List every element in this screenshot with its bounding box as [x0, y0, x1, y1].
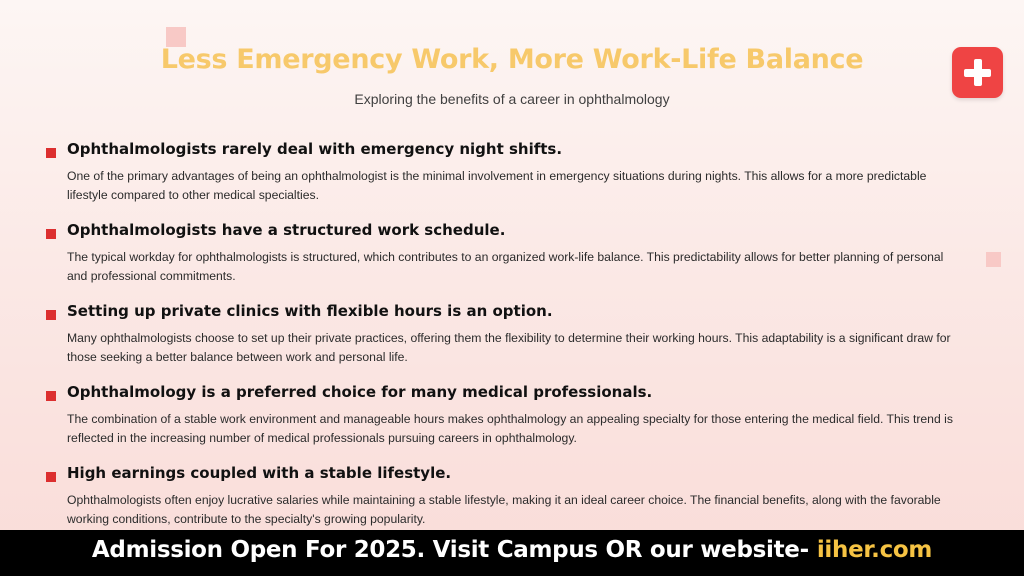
- bullet-icon: [46, 229, 56, 239]
- slide-title: Less Emergency Work, More Work-Life Balance: [160, 44, 864, 75]
- benefit-list: [44, 140, 984, 545]
- benefit-description: The combination of a stable work environment and manageable hours makes ophthalmology an appealing specialty for those entering the medical field. This trend is reflected in the increasing number of medical professionals pursuing careers in ophthalmology.: [67, 412, 953, 445]
- benefit-heading: Ophthalmology is a preferred choice for many medical professionals.: [67, 383, 653, 401]
- benefit-heading: Ophthalmologists have a structured work schedule.: [67, 221, 506, 239]
- benefit-item: [44, 302, 984, 383]
- bullet-icon: [46, 391, 56, 401]
- bullet-icon: [46, 472, 56, 482]
- slide-subtitle: Exploring the benefits of a career in ophthalmology: [354, 91, 670, 107]
- benefit-description: Many ophthalmologists choose to set up their private practices, offering them the flexibility to determine their working hours. This adaptability is a significant draw for those seeking a better balance between work and personal life.: [67, 331, 951, 364]
- benefit-item: [44, 140, 984, 221]
- benefit-heading: Ophthalmologists rarely deal with emergency night shifts.: [67, 140, 563, 158]
- benefit-item: [44, 383, 984, 464]
- banner-text-group: [92, 537, 932, 563]
- admission-banner: [0, 530, 1024, 576]
- benefit-description: One of the primary advantages of being an ophthalmologist is the minimal involvement in emergency situations during nights. This allows for a more predictable lifestyle compared to other medical specialties.: [67, 169, 927, 202]
- benefit-heading: Setting up private clinics with flexible hours is an option.: [67, 302, 553, 320]
- medical-cross-icon: [952, 47, 1003, 98]
- website-link[interactable]: iiher.com: [816, 537, 933, 563]
- bullet-icon: [46, 148, 56, 158]
- benefit-item: [44, 221, 984, 302]
- benefit-description: Ophthalmologists often enjoy lucrative salaries while maintaining a stable lifestyle, making it an ideal career choice. The financial benefits, along with the favorable working conditions, contribute to the specialty's growing popularity.: [67, 493, 941, 526]
- decorative-square: [986, 252, 1001, 267]
- benefit-heading: High earnings coupled with a stable lifestyle.: [67, 464, 452, 482]
- bullet-icon: [46, 310, 56, 320]
- benefit-description: The typical workday for ophthalmologists is structured, which contributes to an organized work-life balance. This predictability allows for better planning of personal and professional commitments.: [67, 250, 944, 283]
- banner-text: Admission Open For 2025. Visit Campus OR our website-: [91, 537, 809, 563]
